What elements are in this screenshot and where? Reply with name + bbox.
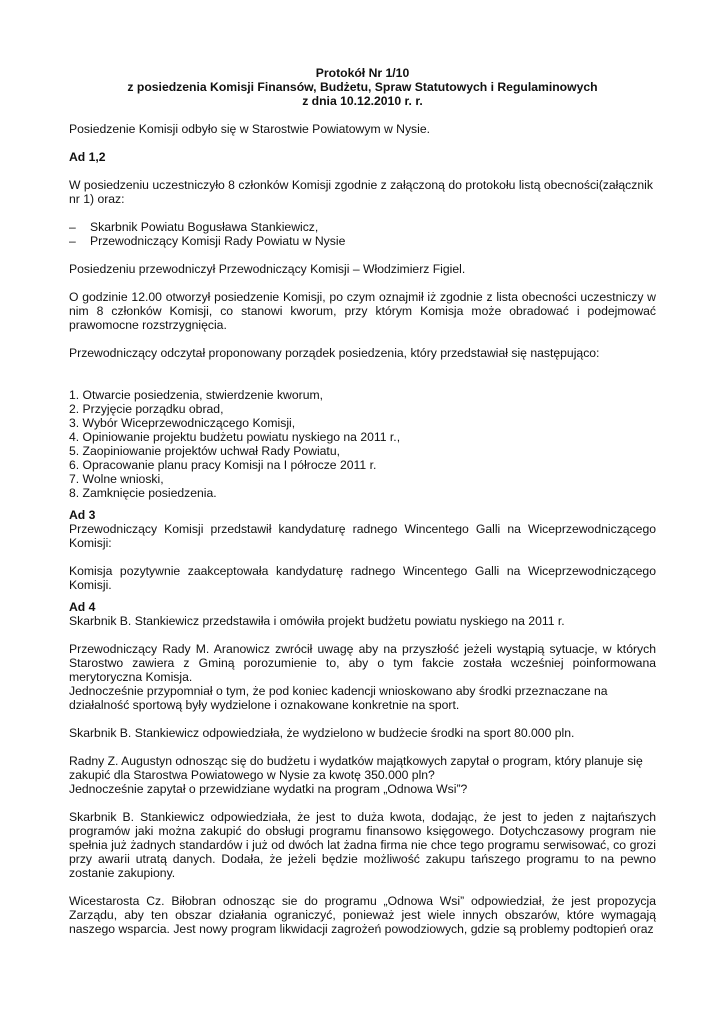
list-item: 6. Opracowanie planu pracy Komisji na I półrocze 2011 r. <box>69 458 377 472</box>
agenda-intro-paragraph: Przewodniczący odczytał proponowany porządek posiedzenia, który przedstawiał się następująco: <box>69 346 600 360</box>
attendance-paragraph: W posiedzeniu uczestniczyło 8 członków Komisji zgodnie z załączoną do protokołu listą obecności(załącznik nr 1) oraz: <box>69 178 653 206</box>
section-heading-ad4: Ad 4 <box>69 600 96 614</box>
dash-bullet-icon: – <box>69 220 76 234</box>
list-item <box>69 234 656 248</box>
document-page <box>69 66 656 936</box>
ad4-paragraph-8: Wicestarosta Cz. Biłobran odnosząc sie do programu „Odnowa Wsi” odpowiedział, że jest propozycja Zarządu, aby ten obszar działania ograniczyć, ponieważ jest wiele innych obszarów, które wymagają naszego wsparcia. Jest nowy program likwidacji zagrożeń powodziowych, gdzie są problemy podtopień oraz <box>69 894 656 936</box>
chair-paragraph: Posiedzeniu przewodniczył Przewodniczący Komisji – Włodzimierz Figiel. <box>69 262 466 276</box>
document-title-line3: z dnia 10.12.2010 r. r. <box>302 94 423 108</box>
ad4-paragraph-2: Przewodniczący Rady M. Aranowicz zwrócił uwagę aby na przyszłość jeżeli wystąpią sytuacje, w których Starostwo zawiera z Gminą porozumienie to, aby o tym fakcie została wcześniej poinformowana merytoryczna Komisja. <box>69 642 656 684</box>
document-title-line1: Protokół Nr 1/10 <box>315 66 410 80</box>
list-item: 7. Wolne wnioski, <box>69 472 164 486</box>
ad3-paragraph-1: Przewodniczący Komisji przedstawił kandydaturę radnego Wincentego Galli na Wiceprzewodniczącego Komisji: <box>69 522 656 550</box>
list-item <box>69 220 656 234</box>
dash-bullet-icon: – <box>69 234 76 248</box>
ad4-paragraph-3: Jednocześnie przypomniał o tym, że pod koniec kadencji wnioskowano aby środki przeznaczane na działalność sportową były wydzielone i oznakowane konkretnie na sport. <box>69 684 608 712</box>
ad3-paragraph-2: Komisja pozytywnie zaakceptowała kandydaturę radnego Wincentego Galli na Wiceprzewodniczącego Komisji. <box>69 564 656 592</box>
intro-paragraph: Posiedzenie Komisji odbyło się w Starostwie Powiatowym w Nysie. <box>69 122 431 136</box>
section-heading-ad3: Ad 3 <box>69 508 96 522</box>
ad4-paragraph-1: Skarbnik B. Stankiewicz przedstawiła i omówiła projekt budżetu powiatu nyskiego na 2011 r. <box>69 614 565 628</box>
document-title-line2: z posiedzenia Komisji Finansów, Budżetu, Spraw Statutowych i Regulaminowych <box>127 80 598 94</box>
ad4-paragraph-5: Radny Z. Augustyn odnosząc się do budżetu i wydatków majątkowych zapytał o program, który planuje się zakupić dla Starostwa Powiatowego w Nysie za kwotę 350.000 pln? <box>69 754 643 782</box>
list-item: 1. Otwarcie posiedzenia, stwierdzenie kworum, <box>69 388 324 402</box>
list-item: 3. Wybór Wiceprzewodniczącego Komisji, <box>69 416 296 430</box>
list-item: 2. Przyjęcie porządku obrad, <box>69 402 224 416</box>
guest-item-text: Przewodniczący Komisji Rady Powiatu w Nysie <box>90 234 346 248</box>
guest-item-text: Skarbnik Powiatu Bogusława Stankiewicz, <box>90 220 319 234</box>
list-item: 8. Zamknięcie posiedzenia. <box>69 486 217 500</box>
section-heading-ad12: Ad 1,2 <box>69 150 106 164</box>
list-item: 4. Opiniowanie projektu budżetu powiatu nyskiego na 2011 r., <box>69 430 401 444</box>
opening-paragraph: O godzinie 12.00 otworzył posiedzenie Komisji, po czym oznajmił iż zgodnie z lista obecności uczestniczy w nim 8 członków Komisji, co stanowi kworum, przy którym Komisja może obradować i podejmować prawomocne rozstrzygnięcia. <box>69 290 656 332</box>
list-item: 5. Zaopiniowanie projektów uchwał Rady Powiatu, <box>69 444 340 458</box>
ad4-paragraph-7: Skarbnik B. Stankiewicz odpowiedziała, że jest to duża kwota, dodając, że jest to jeden z najtańszych programów jaki można zakupić do obsługi programu finansowo księgowego. Dotychczasowy program nie spełnia już żadnych standardów i już od dwóch lat żadna firma nie chce tego programu serwisować, co grozi przy awarii utratą danych. Dodała, że jeżeli będzie możliwość zakupu tańszego programu to na pewno zostanie zakupiony. <box>69 810 656 880</box>
ad4-paragraph-4: Skarbnik B. Stankiewicz odpowiedziała, że wydzielono w budżecie środki na sport 80.000 pln. <box>69 726 575 740</box>
guest-list <box>69 220 656 248</box>
ad4-paragraph-6: Jednocześnie zapytał o przewidziane wydatki na program „Odnowa Wsi”? <box>69 782 468 796</box>
agenda-list <box>69 388 656 500</box>
